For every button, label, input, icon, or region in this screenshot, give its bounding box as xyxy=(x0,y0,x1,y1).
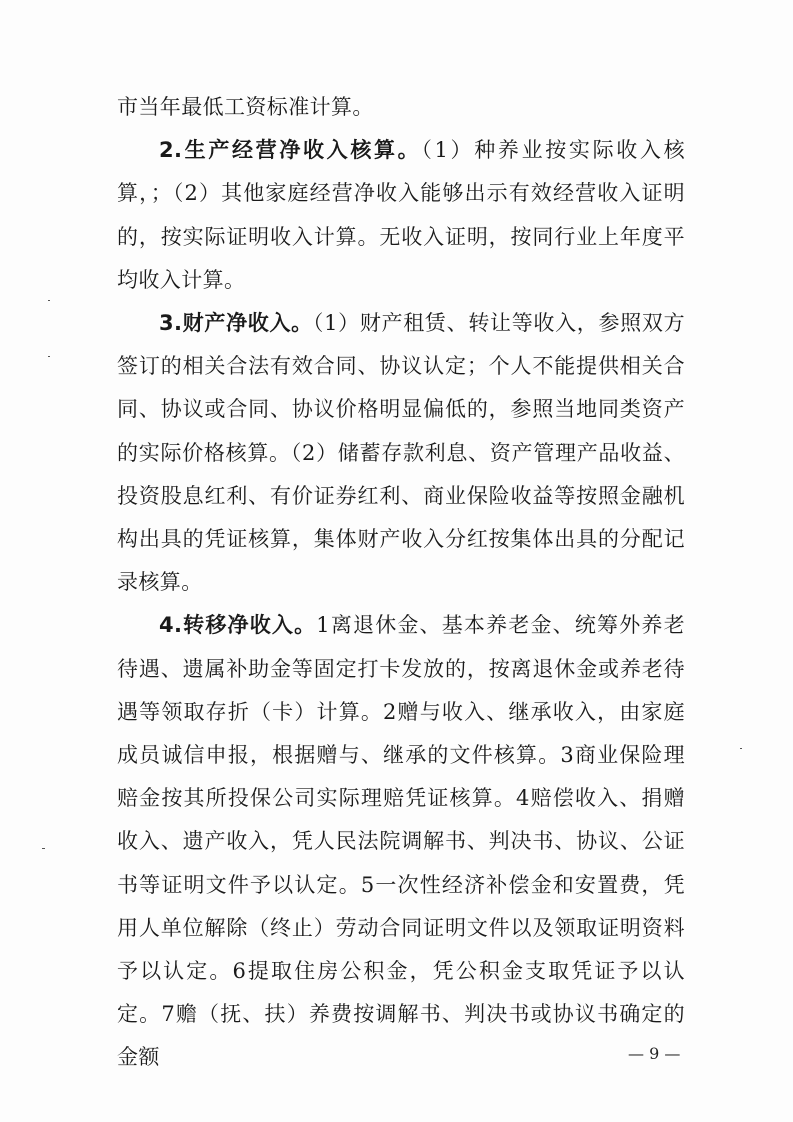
section-heading: 3.财产净收入。 xyxy=(159,311,313,336)
section-heading: 4.转移净收入。 xyxy=(159,613,317,638)
document-body xyxy=(117,86,685,1080)
scan-speck xyxy=(42,848,45,849)
page-number: — 9 — xyxy=(628,1044,681,1063)
paragraph-property-income xyxy=(117,302,685,604)
scan-speck xyxy=(740,748,742,749)
paragraph-transfer-income xyxy=(117,604,685,1079)
paragraph-production-income xyxy=(117,129,685,302)
paragraph-text: （1）财产租赁、转让等收入，参照双方签订的相关合法有效合同、协议认定；个人不能提供相关合同、协议或合同、协议价格明显偏低的，参照当地同类资产的实际价格核算。（2）储蓄存款利息、资产管理产品收益、投资股息红利、有价证券红利、商业保险收益等按照金融机构出具的凭证核算，集体财产收入分红按集体出具的分配记录核算。 xyxy=(117,311,685,595)
paragraph-text: （1）种养业按实际收入核算，；（2）其他家庭经营净收入能够出示有效经营收入证明的，按实际证明收入计算。无收入证明，按同行业上年度平均收入计算。 xyxy=(117,138,685,292)
paragraph-text: 1离退休金、基本养老金、统筹外养老待遇、遗属补助金等固定打卡发放的，按离退休金或养老待遇等领取存折（卡）计算。2赠与收入、继承收入，由家庭成员诚信申报，根据赠与、继承的文件核算。3商业保险理赔金按其所投保公司实际理赔凭证核算。4赔偿收入、捐赠收入、遗产收入，凭人民法院调解书、判决书、协议、公证书等证明文件予以认定。5一次性经济补偿金和安置费，凭用人单位解除（终止）劳动合同证明文件以及领取证明资料予以认定。6提取住房公积金，凭公积金支取凭证予以认定。7赡（抚、扶）养费按调解书、判决书或协议书确定的金额 xyxy=(117,613,685,1070)
paragraph-text: 市当年最低工资标准计算。 xyxy=(117,95,374,119)
scan-speck xyxy=(48,356,50,357)
section-heading: 2.生产经营净收入核算。 xyxy=(159,138,422,163)
paragraph-continuation xyxy=(117,86,685,129)
scan-speck xyxy=(48,300,50,301)
